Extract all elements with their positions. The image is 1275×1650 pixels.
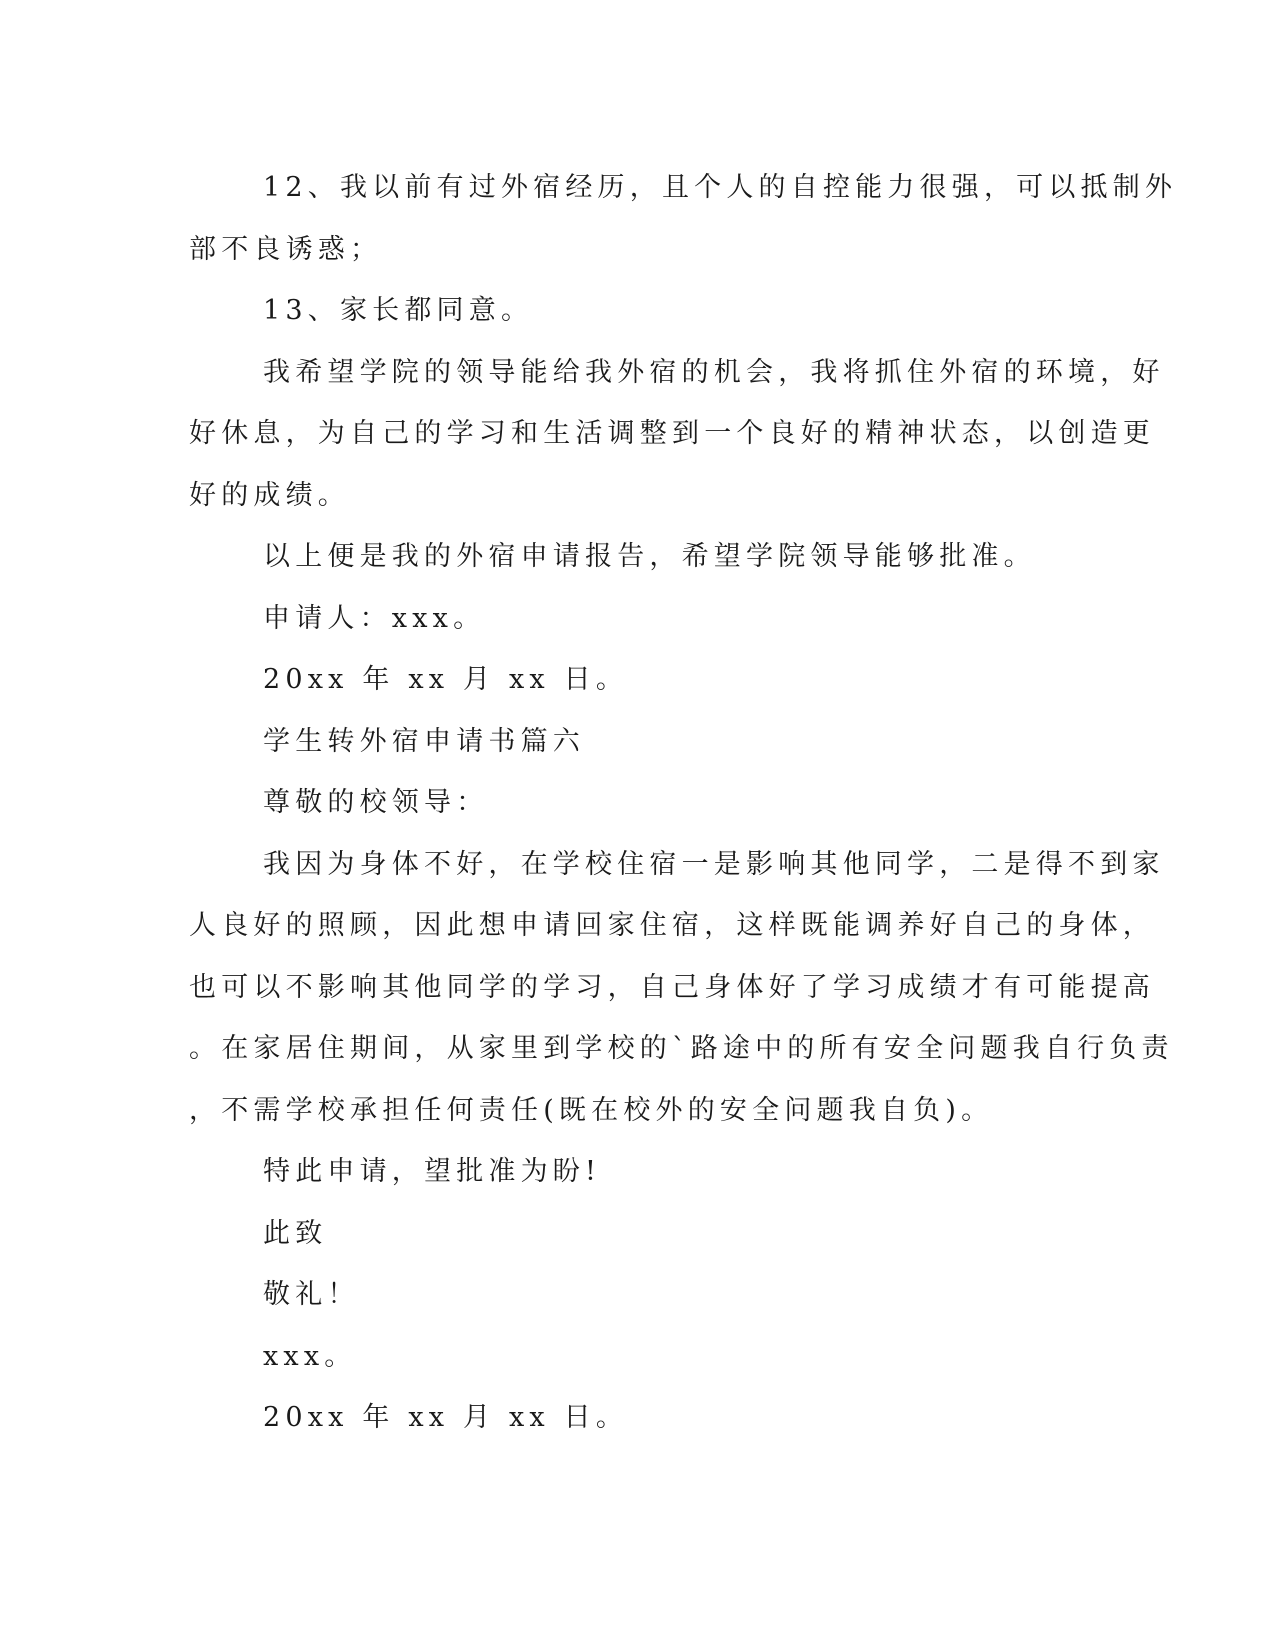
text-line: 。在家居住期间，从家里到学校的`路途中的所有安全问题我自行负责 — [189, 1033, 1174, 1064]
text-line: 我希望学院的领导能给我外宿的机会，我将抓住外宿的环境，好 — [263, 356, 1165, 388]
text-line: 12、我以前有过外宿经历，且个人的自控能力很强，可以抵制外 — [263, 172, 1178, 203]
text-line: 以上便是我的外宿申请报告，希望学院领导能够批准。 — [263, 541, 1036, 572]
paragraph-item-13 — [189, 280, 1079, 342]
closing-cizhi — [189, 1203, 1079, 1265]
paragraph-closing — [189, 526, 1079, 588]
text-line: 申请人：xxx。 — [263, 602, 486, 634]
text-line: 学生转外宿申请书篇六 — [263, 725, 585, 757]
text-line: 好的成绩。 — [189, 479, 350, 511]
text-line: 此致 — [263, 1217, 328, 1249]
date-line-2 — [189, 1387, 1079, 1449]
paragraph-body — [189, 834, 1174, 1142]
text-line: 我因为身体不好，在学校住宿一是影响其他同学，二是得不到家 — [263, 848, 1165, 880]
paragraph-hope — [189, 342, 1165, 527]
text-line: xxx。 — [263, 1340, 357, 1372]
section-title — [189, 711, 1079, 773]
paragraph-item-12 — [189, 157, 1178, 280]
text-line: 也可以不影响其他同学的学习，自己身体好了学习成绩才有可能提高 — [189, 971, 1155, 1003]
salutation — [189, 772, 1079, 834]
text-line: 好休息，为自己的学习和生活调整到一个良好的精神状态，以创造更 — [189, 418, 1155, 449]
text-line: ，不需学校承担任何责任(既在校外的安全问题我自负)。 — [189, 1094, 994, 1126]
text-line: 部不良诱惑； — [189, 233, 383, 265]
text-line: 13、家长都同意。 — [263, 295, 534, 326]
closing-jingli — [189, 1264, 1079, 1326]
text-line: 20xx 年 xx 月 xx 日。 — [263, 664, 629, 695]
text-line: 20xx 年 xx 月 xx 日。 — [263, 1402, 629, 1433]
text-line: 敬礼！ — [263, 1279, 360, 1310]
signature-line — [189, 1326, 1079, 1388]
applicant-line — [189, 588, 1079, 650]
text-line: 特此申请，望批准为盼! — [263, 1156, 602, 1187]
text-line: 人良好的照顾，因此想申请回家住宿，这样既能调养好自己的身体， — [189, 910, 1155, 941]
date-line — [189, 649, 1079, 711]
document-body — [189, 157, 1178, 1449]
text-line: 尊敬的校领导： — [263, 787, 489, 818]
request-line — [189, 1141, 1079, 1203]
